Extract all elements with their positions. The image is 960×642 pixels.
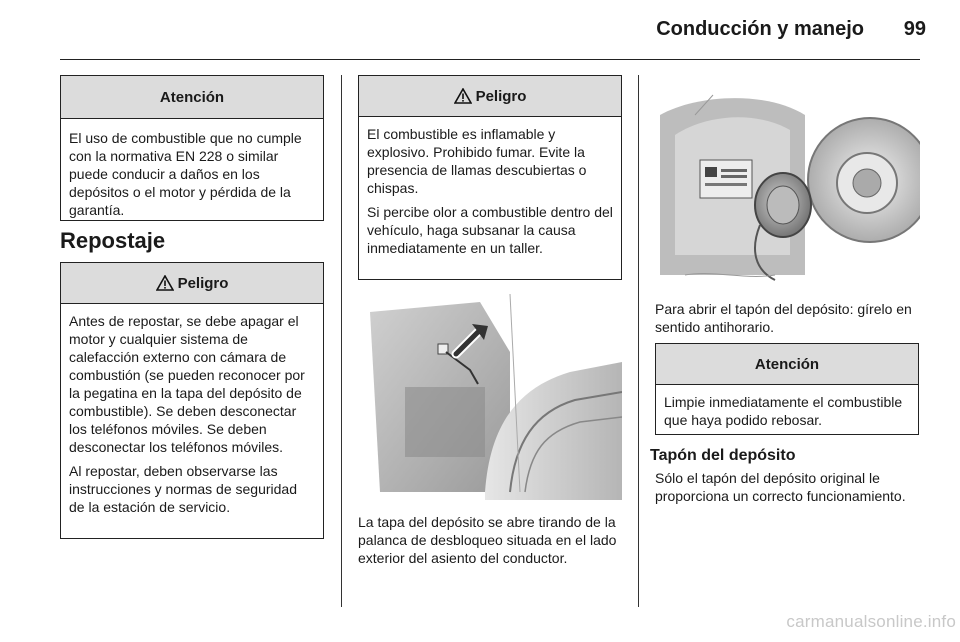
attention-box-header xyxy=(61,76,323,119)
column-divider-left xyxy=(341,75,342,607)
danger-box-flammable xyxy=(358,75,622,280)
attention-box-text: El uso de combustible que no cumple con la normativa EN 228 o similar puede conducir a daños en los depósitos o el motor y pérdida de la garantía. xyxy=(69,130,302,218)
danger-box-title: Peligro xyxy=(475,87,527,105)
danger-paragraph-2: Al repostar, deben observarse las instrucciones y normas de seguridad de la estación de servicio. xyxy=(69,463,298,515)
release-lever-drawing xyxy=(360,292,622,500)
section-title-repostaje: Repostaje xyxy=(60,228,166,253)
fuel-cap-caption: Para abrir el tapón del depósito: gírelo en sentido antihorario. xyxy=(655,301,912,335)
danger-box-header xyxy=(359,76,621,117)
attention-box-header xyxy=(656,344,918,385)
danger-box-refueling xyxy=(60,262,324,539)
release-lever-caption: La tapa del depósito se abre tirando de la palanca de desbloqueo situada en el lado exterior del asiento del conductor. xyxy=(358,514,617,566)
attention-box-title: Atención xyxy=(754,355,820,373)
danger-box-body xyxy=(61,304,323,516)
warning-triangle-icon xyxy=(156,275,174,291)
watermark: carmanualsonline.info xyxy=(786,612,956,631)
fuel-door-release-lever-illustration xyxy=(360,292,622,500)
attention-box-title: Atención xyxy=(159,88,225,106)
column-divider-right xyxy=(638,75,639,607)
danger-box-header xyxy=(61,263,323,304)
page-number: 99 xyxy=(903,18,926,40)
danger-box-body xyxy=(359,117,621,257)
header-rule xyxy=(60,59,920,60)
danger-paragraph-2: Si percibe olor a combustible dentro del vehículo, haga subsanar la causa inmediatamente en un taller. xyxy=(367,204,613,256)
fuel-cap-illustration xyxy=(655,75,920,287)
danger-paragraph-1: Antes de repostar, se debe apagar el motor y cualquier sistema de calefacción externo con cámara de combustión (se pueden reconocer por la pegatina en la tapa del depósito de combustible). Se deben desconectar los teléfonos móviles. Se deben desconectar los teléfonos móviles. xyxy=(69,313,305,455)
attention-box-spillage xyxy=(655,343,919,435)
attention-box-body xyxy=(61,119,323,219)
attention-box-fuel-standard xyxy=(60,75,324,221)
warning-triangle-icon xyxy=(454,88,472,104)
fuel-cap-drawing xyxy=(655,75,920,287)
attention-box-body xyxy=(656,385,918,429)
danger-paragraph-1: El combustible es inflamable y explosivo. Prohibido fumar. Evite la presencia de llamas descubiertas o chispas. xyxy=(367,126,587,196)
danger-box-title: Peligro xyxy=(177,274,229,292)
subsection-title-fuel-cap: Tapón del depósito xyxy=(650,447,796,464)
fuel-cap-body-text: Sólo el tapón del depósito original le proporciona un correcto funcionamiento. xyxy=(655,470,906,504)
attention-box-text: Limpie inmediatamente el combustible que haya podido rebosar. xyxy=(664,394,903,428)
page-header-title: Conducción y manejo xyxy=(656,18,864,40)
